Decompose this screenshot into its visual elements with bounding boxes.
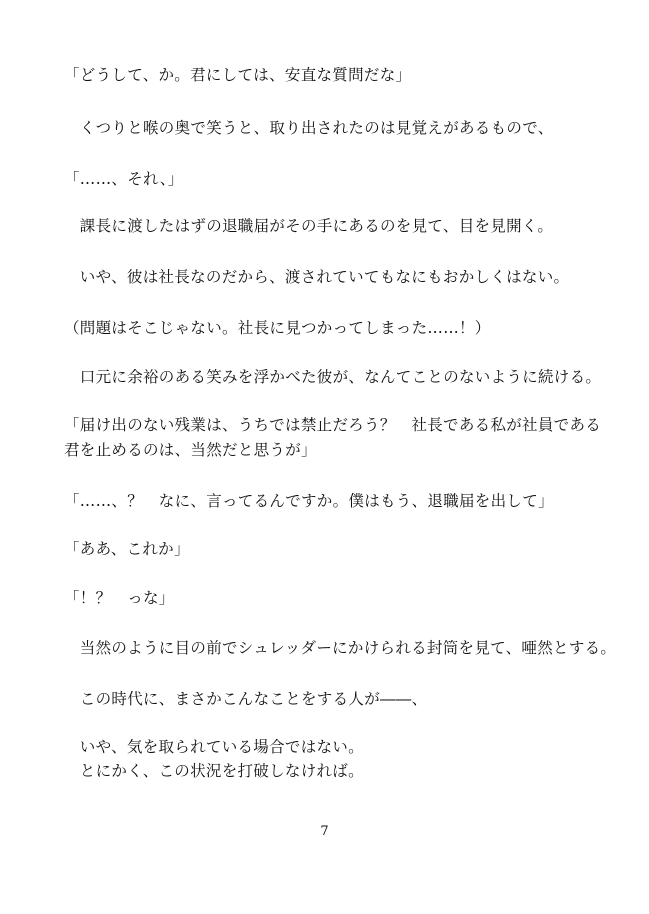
text-line: （問題はそこじゃない。社長に見つかってしまった……！） [64, 319, 491, 337]
text-line: 君を止めるのは、当然だと思うが」 [64, 441, 317, 459]
text-line: とにかく、この状況を打破しなければ。 [64, 762, 364, 780]
text-line: 「……、それ、」 [64, 170, 184, 188]
text-line: 「届け出のない残業は、うちでは禁止だろう？ 社長である私が社員である [64, 416, 602, 434]
text-line: 「！？ っな」 [64, 589, 175, 607]
text-line: 「……、？ なに、言ってるんですか。僕はもう、退職届を出して」 [64, 492, 554, 510]
text-line: くつりと喉の奥で笑うと、取り出されたのは見覚えがあるもので、 [64, 119, 554, 137]
text-line: いや、彼は社長なのだから、渡されていてもなにもおかしくはない。 [64, 268, 570, 286]
text-line: 「どうして、か。君にしては、安直な質問だな」 [64, 66, 412, 84]
text-line: いや、気を取られている場合ではない。 [64, 738, 364, 756]
text-line: 当然のように目の前でシュレッダーにかけられる封筒を見て、唖然とする。 [64, 639, 617, 657]
page-number: 7 [320, 824, 329, 839]
text-line: 課長に渡したはずの退職届がその手にあるのを見て、目を見開く。 [64, 217, 554, 235]
text-line: 「ああ、これか」 [64, 540, 190, 558]
text-line: この時代に、まさかこんなことをする人が――、 [64, 690, 428, 708]
text-line: 口元に余裕のある笑みを浮かべた彼が、なんてことのないように続ける。 [64, 368, 602, 386]
